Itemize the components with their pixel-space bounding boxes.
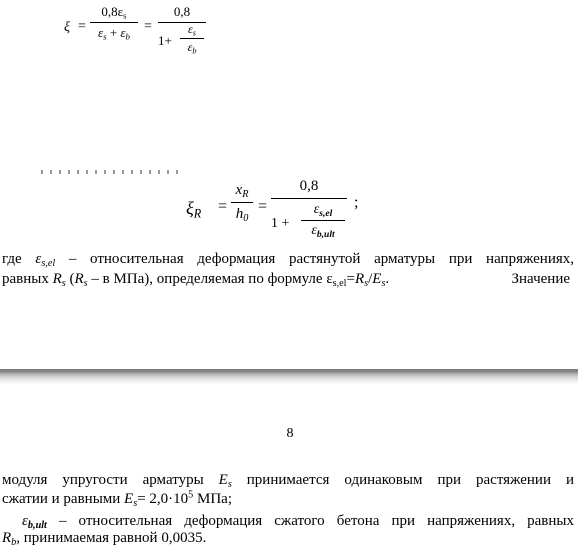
formula2-equals: = bbox=[218, 198, 228, 215]
formula1-denominator-2: 1+ $\varepsilon_s$ $\varepsilon_b$ bbox=[158, 25, 206, 59]
page-separator bbox=[0, 369, 578, 384]
formula2-fraction-2 bbox=[271, 178, 347, 246]
formula2-semicolon: ; bbox=[354, 194, 359, 211]
formula2-numerator-2: 0,8 bbox=[299, 178, 319, 194]
text-line-2-end-word: Значение bbox=[511, 271, 570, 287]
formula1-denominator-1: $\varepsilon_s + \varepsilon_b$ bbox=[98, 25, 130, 42]
formula2-denominator-1: $h_0$ bbox=[235, 206, 249, 225]
formula1-fraction-1 bbox=[90, 4, 138, 41]
formula2-fraction-1 bbox=[231, 182, 253, 223]
formula1-equals: = bbox=[78, 19, 86, 34]
formula2-denominator-2: 1 + $\varepsilon_{s,el}$ $\varepsilon_{b,ult}$ bbox=[271, 202, 347, 246]
text-line-5: $\varepsilon_{b,ult}$ – относительная деформация сжатого бетона при напряжениях, равных bbox=[22, 513, 574, 532]
formula1-lhs: ξ bbox=[64, 20, 70, 35]
formula1-equals-2: = bbox=[144, 19, 152, 34]
formula2-inner-fraction: $\varepsilon_{s,el}$ $\varepsilon_{b,ult}$ bbox=[301, 202, 345, 239]
formula1-numerator-1: $0,8\varepsilon_s$ bbox=[101, 4, 127, 21]
text-line-6: $R_b$, принимаемая равной 0,0035. bbox=[2, 530, 207, 548]
page-number: 8 bbox=[286, 426, 294, 441]
text-line-3: модуля упругости арматуры $E_s$ принимается одинаковым при растяжении и bbox=[2, 472, 574, 491]
formula2-lhs: $\xi_R$ bbox=[186, 198, 202, 221]
formula1-inner-fraction: $\varepsilon_s$ $\varepsilon_b$ bbox=[180, 22, 204, 55]
text-line-1: где $\varepsilon_{s,el}$ – относительная деформация растянутой арматуры при напряжениях, bbox=[2, 251, 574, 270]
formula2-numerator-1: $x_R$ bbox=[235, 182, 249, 201]
formula1-fraction-2 bbox=[158, 4, 206, 59]
scan-artifact bbox=[41, 170, 181, 174]
formula-xi-r bbox=[186, 176, 366, 248]
text-line-2: равных $R_s$ ($R_s$ – в МПа), определяемая по формуле $\varepsilon_{s,el}=R_s/E_s$. Значение bbox=[2, 271, 570, 290]
text-line-4: сжатии и равными $E_s= 2,0\cdot 10^5$ МПа; bbox=[2, 489, 232, 510]
formula2-equals-2: = bbox=[258, 198, 268, 215]
formula1-numerator-2: 0,8 bbox=[173, 4, 191, 19]
